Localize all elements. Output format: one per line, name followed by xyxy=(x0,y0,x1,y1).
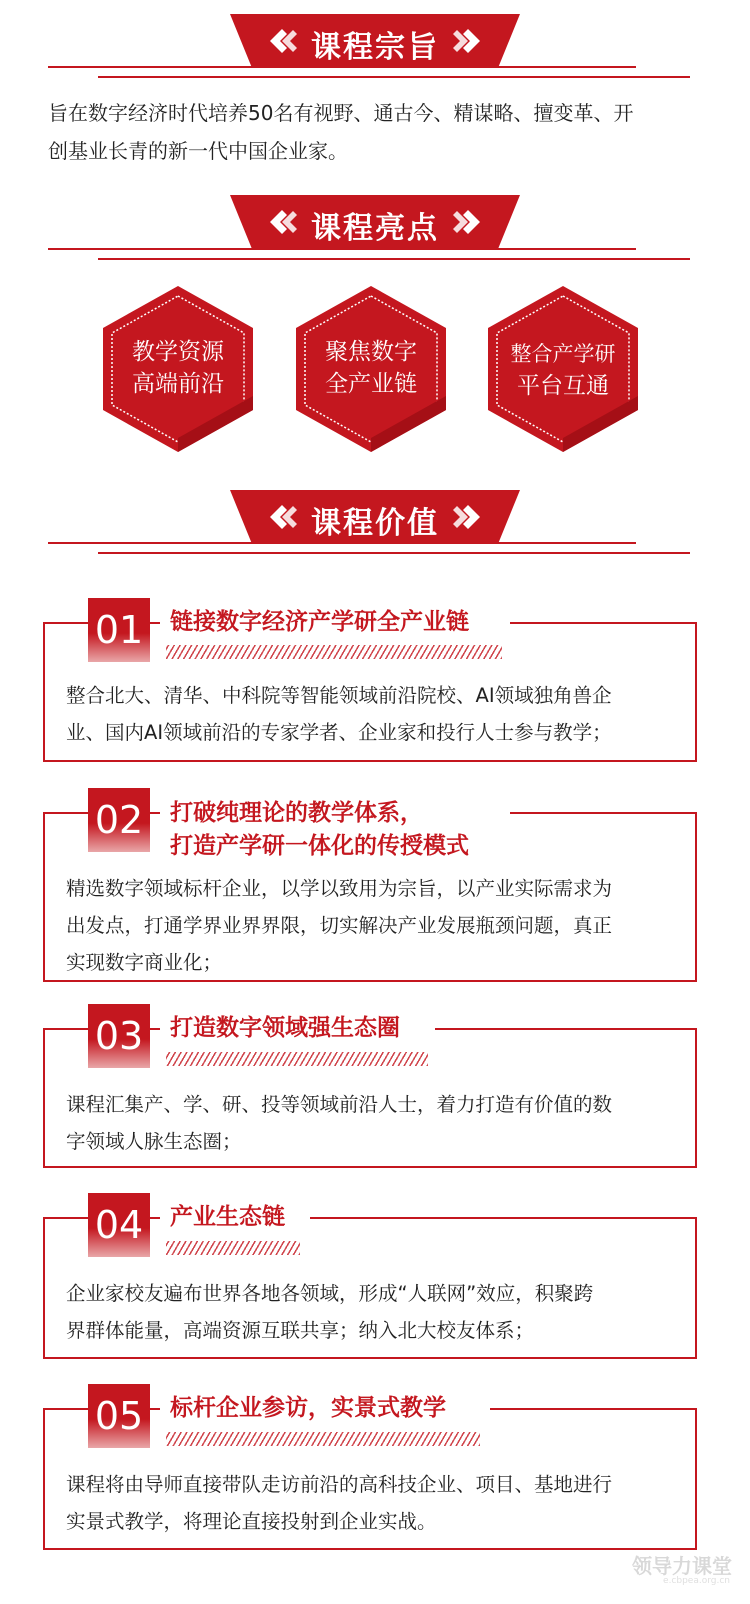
highlight-label: 高端前沿 xyxy=(132,371,224,397)
highlight-label: 全产业链 xyxy=(325,371,417,397)
hatch-decoration xyxy=(166,1432,480,1446)
card-number: 05 xyxy=(88,1384,150,1448)
purpose-text-line: 旨在数字经济时代培养50名有视野、通古今、精谋略、擅变革、开 xyxy=(48,101,634,125)
card-body-line: 课程汇集产、学、研、投等领域前沿人士，着力打造有价值的数 xyxy=(66,1093,613,1116)
card-title: 打造数字领域强生态圈 xyxy=(170,1015,400,1041)
purpose-text xyxy=(48,94,633,170)
card-number: 02 xyxy=(88,788,150,852)
card-body-line: 企业家校友遍布世界各地各领域，形成“人联网”效应，积聚跨 xyxy=(66,1282,594,1305)
card-body-line: 实现数字商业化； xyxy=(66,951,223,974)
card-title: 打造产学研一体化的传授模式 xyxy=(170,833,469,859)
watermark: 领导力课堂 xyxy=(632,1554,732,1578)
card-title: 打破纯理论的教学体系， xyxy=(170,800,423,826)
card-title: 链接数字经济产学研全产业链 xyxy=(170,609,469,635)
card-number: 04 xyxy=(88,1193,150,1257)
hatch-decoration xyxy=(166,1052,428,1066)
divider xyxy=(48,542,636,544)
section-title: 课程亮点 xyxy=(311,211,439,246)
section-banner-highlights xyxy=(230,195,520,249)
watermark-url: e.cbpea.org.cn xyxy=(663,1576,730,1586)
highlight-hexagon xyxy=(103,286,253,452)
card-title: 产业生态链 xyxy=(170,1204,285,1230)
divider xyxy=(98,552,690,554)
card-body xyxy=(66,677,612,751)
highlight-hexagon xyxy=(488,286,638,452)
section-banner-purpose xyxy=(230,14,520,68)
divider xyxy=(48,66,636,68)
divider xyxy=(98,76,690,78)
section-title: 课程价值 xyxy=(311,506,439,541)
highlight-label: 平台互通 xyxy=(517,373,609,399)
card-body xyxy=(66,1086,612,1160)
card-body-line: 整合北大、清华、中科院等智能领域前沿院校、AI领域独角兽企 xyxy=(66,684,612,707)
highlight-label: 聚焦数字 xyxy=(325,339,417,365)
section-banner-value xyxy=(230,490,520,544)
card-body-line: 业、国内AI领域前沿的专家学者、企业家和投行人士参与教学； xyxy=(66,721,612,744)
card-body xyxy=(66,870,612,981)
card-body-line: 字领域人脉生态圈； xyxy=(66,1130,242,1153)
hatch-decoration xyxy=(166,1241,300,1255)
card-body-line: 出发点，打通学界业界界限，切实解决产业发展瓶颈问题，真正 xyxy=(66,914,613,937)
section-title: 课程宗旨 xyxy=(311,30,439,65)
highlight-label: 整合产学研 xyxy=(510,342,616,366)
card-body-line: 实景式教学，将理论直接投射到企业实战。 xyxy=(66,1510,437,1533)
divider xyxy=(48,248,636,250)
card-body-line: 课程将由导师直接带队走访前沿的高科技企业、项目、基地进行 xyxy=(66,1473,613,1496)
highlight-label: 教学资源 xyxy=(132,339,224,365)
card-body xyxy=(66,1275,593,1349)
purpose-text-line: 创基业长青的新一代中国企业家。 xyxy=(48,139,348,163)
card-body-line: 界群体能量，高端资源互联共享；纳入北大校友体系； xyxy=(66,1319,535,1342)
card-body xyxy=(66,1466,612,1540)
card-number: 01 xyxy=(88,598,150,662)
highlight-hexagon xyxy=(296,286,446,452)
card-number: 03 xyxy=(88,1004,150,1068)
card-title: 标杆企业参访，实景式教学 xyxy=(170,1395,446,1421)
hatch-decoration xyxy=(166,645,502,659)
card-body-line: 精选数字领域标杆企业，以学以致用为宗旨，以产业实际需求为 xyxy=(66,877,613,900)
divider xyxy=(98,258,690,260)
